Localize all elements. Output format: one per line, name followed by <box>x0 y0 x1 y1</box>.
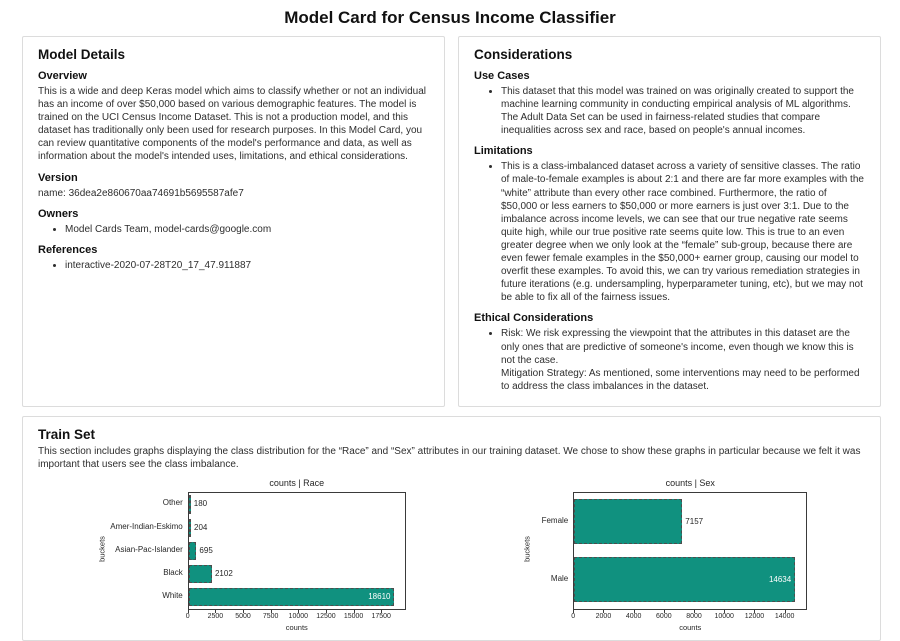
category-label-other: Other <box>162 498 183 508</box>
bar-other <box>189 495 191 513</box>
train-set-title: Train Set <box>38 426 96 442</box>
owners-list <box>65 223 429 236</box>
y-axis-label: buckets <box>522 535 532 562</box>
overview-text: This is a wide and deep Keras model which aims to classify whether or not an individual has an income of over $50,000 based on various demographic features. The model is trained on the UCI Census Income Dataset. This is not a production model, and this dataset has traditionally only been used for research purposes. In this Model Card, you can review quantitative components of the model's performance and data, as well as information about the model's intended uses, limitations, and ethical considerations. <box>38 86 426 163</box>
model-details-title: Model Details <box>38 47 126 62</box>
chart-title: counts | Race <box>269 477 325 488</box>
train-set-card <box>22 416 881 641</box>
x-axis-label: counts <box>285 622 308 632</box>
ethical-risk-text: Risk: We risk expressing the viewpoint that the attributes in this dataset are the only ones that are predictive of someone's income, even though we know this is not the case. <box>501 328 854 366</box>
x-tick-label: 5000 <box>235 612 251 620</box>
x-axis-ticks <box>573 610 807 623</box>
x-tick-label: 0 <box>185 612 190 620</box>
category-label-female: Female <box>541 515 569 525</box>
category-label-amer-indian-eskimo: Amer-Indian-Eskimo <box>110 521 183 531</box>
chart-title: counts | Sex <box>665 477 715 488</box>
x-tick-label: 7500 <box>262 612 279 620</box>
chart-main-cell <box>573 478 807 632</box>
y-axis-label: buckets <box>97 535 107 562</box>
x-tick-label: 12500 <box>316 612 336 620</box>
category-label-white: White <box>162 591 183 601</box>
y-axis-category-labels <box>108 492 188 610</box>
bar-asian-pac-islander <box>189 542 197 560</box>
list-item: • Model Cards Team, model-cards@google.com <box>65 223 429 236</box>
y-axis-label-cell <box>96 478 108 632</box>
references-heading: References <box>38 243 98 256</box>
model-details-card <box>22 36 445 407</box>
chart-grid <box>521 478 807 632</box>
use-cases-heading: Use Cases <box>474 70 530 82</box>
x-tick-label: 0 <box>571 612 576 620</box>
version-heading: Version <box>38 171 78 184</box>
x-tick-label: 10000 <box>714 612 734 620</box>
train-set-description: This section includes graphs displaying the class distribution for the “Race” and “Sex” attributes in our training dataset. We chose to show these graphs in particular because we felt it was important that users see the class imbalance. <box>38 445 861 470</box>
x-axis-label: counts <box>679 622 702 632</box>
list-item: • This dataset that this model was trained on was originally created to support the machine learning community in conducting empirical analysis of ML algorithms. The Adult Data Set can be used in fairness-related studies that compare inequalities across sex and race, based on people's annual incomes. <box>501 85 865 137</box>
bar-amer-indian-eskimo <box>189 519 191 537</box>
list-item <box>501 327 865 392</box>
y-axis-category-labels <box>533 492 573 610</box>
charts-row <box>38 478 865 632</box>
race-counts-chart <box>96 478 406 632</box>
bar-value-label: 14634 <box>768 574 792 584</box>
references-list <box>65 259 429 272</box>
owners-heading: Owners <box>38 207 79 220</box>
limitations-list <box>501 160 865 304</box>
plot-area <box>188 492 406 610</box>
y-axis-label-cell <box>521 478 533 632</box>
bar-value-label: 2102 <box>214 569 233 579</box>
bar-value-label: 695 <box>199 545 213 555</box>
plot-area <box>573 492 807 610</box>
bar-male <box>574 557 795 602</box>
sex-counts-chart <box>521 478 807 632</box>
overview-heading: Overview <box>38 70 87 82</box>
x-tick-label: 4000 <box>625 612 642 620</box>
list-item: • This is a class-imbalanced dataset across a variety of sensitive classes. The ratio of male-to-female examples is about 2:1 and there are far more examples with the “white” attribute than every other race combined. Furthermore, the ratio of $50,000 or less earners to $50,000 or more earners is just over 3:1. Due to the imbalance across income levels, we can see that our true negative rate seems quite high, while our true positive rate seems quite low. This is true to an even greater degree when we only look at the “female” sub-group, because there are even fewer female examples in the $50,000+ earner group, causing our model to overfit these examples. To avoid this, we can try various remediation strategies in future iterations (e.g. undersampling, hyperparameter tuning, etc), but we may not be able to fix all of the fairness issues. <box>501 160 865 304</box>
chart-main-cell <box>185 477 406 632</box>
ethical-considerations-list <box>501 327 865 392</box>
x-tick-label: 2500 <box>207 612 224 620</box>
x-tick-label: 15000 <box>343 612 364 620</box>
use-cases-list <box>501 85 865 137</box>
category-label-black: Black <box>163 568 183 578</box>
top-cards-row <box>22 36 881 407</box>
x-axis-ticks <box>185 610 406 623</box>
list-item: • interactive-2020-07-28T20_17_47.911887 <box>65 259 429 272</box>
x-tick-label: 2000 <box>595 612 612 620</box>
x-tick-label: 10000 <box>288 612 309 620</box>
category-label-male: Male <box>550 573 569 583</box>
category-label-asian-pac-islander: Asian-Pac-Islander <box>115 544 183 554</box>
x-tick-label: 17500 <box>371 612 391 620</box>
bar-value-label: 18610 <box>368 592 391 602</box>
ethical-considerations-heading: Ethical Considerations <box>474 312 594 325</box>
page-title: Model Card for Census Income Classifier <box>284 8 616 27</box>
bar-value-label: 204 <box>194 522 208 532</box>
ethical-mitigation-text: Mitigation Strategy: As mentioned, some interventions may need to be performed to address the class imbalances in the dataset. <box>501 367 860 392</box>
x-tick-label: 12000 <box>744 612 765 620</box>
x-tick-label: 14000 <box>774 612 795 620</box>
limitations-heading: Limitations <box>474 145 533 158</box>
considerations-title: Considerations <box>474 47 573 62</box>
bar-black <box>189 565 212 583</box>
version-text: name: 36dea2e860670aa74691b5695587afe7 <box>38 187 244 199</box>
bar-value-label: 180 <box>193 499 208 509</box>
bar-value-label: 7157 <box>685 516 704 526</box>
bar-female <box>574 499 682 544</box>
bar-white <box>189 588 395 606</box>
chart-grid <box>96 478 406 632</box>
x-tick-label: 8000 <box>686 612 702 620</box>
x-tick-label: 6000 <box>656 612 672 620</box>
considerations-card <box>458 36 881 407</box>
